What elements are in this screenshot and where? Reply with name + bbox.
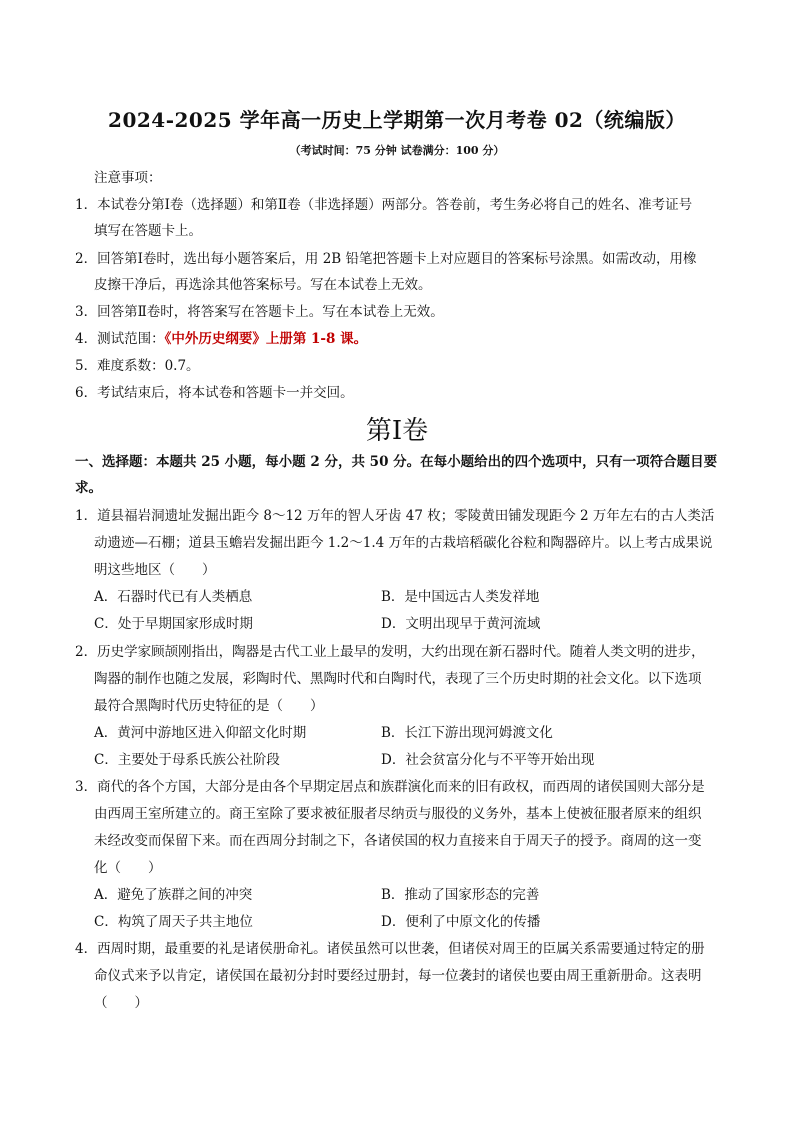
question-1-line-3: 明这些地区（ ）	[94, 562, 216, 578]
question-3-line-2: 由西周王室所建立的。商王室除了要求被征服者尽纳贡与服役的义务外，基本上使被征服者原来的组织	[94, 806, 702, 822]
question-2-option-d: D．社会贫富分化与不平等开始出现	[381, 752, 595, 768]
note-4	[75, 329, 367, 349]
question-2-option-a: A．黄河中游地区进入仰韶文化时期	[94, 725, 307, 741]
section-title: 第Ⅰ卷	[365, 416, 429, 446]
question-3-option-d: D．便利了中原文化的传播	[381, 914, 541, 930]
question-2-line-2: 陶器的制作也随之发展，彩陶时代、黑陶时代和白陶时代，表现了三个历史时期的社会文化。以下选项	[94, 671, 702, 687]
note-1-line-2: 填写在答题卡上。	[94, 223, 202, 239]
question-3-line-1: 3．商代的各个方国，大部分是由各个早期定居点和族群演化而来的旧有政权，而西周的诸侯国则大部分是	[75, 779, 705, 795]
question-3-option-c: C．构筑了周天子共主地位	[94, 914, 253, 930]
test-scope: 《中外历史纲要》上册第 1-8 课。	[164, 331, 368, 347]
question-3-option-b: B．推动了国家形态的完善	[381, 887, 540, 903]
question-1-line-1: 1．道县福岩洞遗址发掘出距今 8～12 万年的智人牙齿 47 枚；零陵黄田铺发现距今 2 万年左右的古人类活	[75, 508, 715, 524]
question-2-line-1: 2．历史学家顾颉刚指出，陶器是古代工业上最早的发明，大约出现在新石器时代。随着人类文明的进步，	[75, 644, 705, 660]
question-2-line-3: 最符合黑陶时代历史特征的是（ ）	[94, 698, 324, 714]
section-intro-line-1	[75, 452, 717, 472]
note-4-prefix: 4．测试范围：	[75, 331, 165, 347]
question-1-option-a: A．石器时代已有人类栖息	[94, 589, 253, 605]
page-title: 2024-2025 学年高一历史上学期第一次月考卷 02（统编版）	[108, 108, 686, 132]
question-4-line-1: 4．西周时期，最重要的礼是诸侯册命礼。诸侯虽然可以世袭，但诸侯对周王的臣属关系需要通过特定的册	[75, 941, 705, 957]
question-3-line-4: 化（ ）	[94, 860, 162, 876]
notes-heading: 注意事项：	[94, 170, 162, 186]
question-1-line-2: 动遗迹—石棚；道县玉蟾岩发掘出距今 1.2～1.4 万年的古栽培稻碳化谷粒和陶器碎片。以上考古成果说	[94, 535, 713, 551]
question-1-option-c: C．处于早期国家形成时期	[94, 616, 253, 632]
question-2-option-b: B．长江下游出现河姆渡文化	[381, 725, 553, 741]
question-1-option-d: D．文明出现早于黄河流域	[381, 616, 541, 632]
question-4-line-3: （ ）	[94, 995, 148, 1011]
section-intro-label: 一、选择题	[75, 454, 143, 470]
question-3-option-a: A．避免了族群之间的冲突	[94, 887, 253, 903]
note-2-line-2: 皮擦干净后，再选涂其他答案标号。写在本试卷上无效。	[94, 277, 432, 293]
note-6: 6．考试结束后，将本试卷和答题卡一并交回。	[75, 385, 354, 401]
note-3: 3．回答第Ⅱ卷时，将答案写在答题卡上。写在本试卷上无效。	[75, 304, 444, 320]
note-5: 5．难度系数：0.7。	[75, 358, 200, 374]
question-2-option-c: C．主要处于母系氏族公社阶段	[94, 752, 280, 768]
question-4-line-2: 命仪式来予以肯定，诸侯国在最初分封时要经过册封，每一位袭封的诸侯也要由周王重新册命。这表明	[94, 968, 702, 984]
note-1-line-1: 1．本试卷分第Ⅰ卷（选择题）和第Ⅱ卷（非选择题）两部分。答卷前，考生务必将自己的姓名、准考证号	[75, 197, 693, 213]
question-3-line-3: 未经改变而保留下来。而在西周分封制之下，各诸侯国的权力直接来自于周天子的授予。商周的这一变	[94, 833, 702, 849]
section-intro-line-2: 求。	[75, 480, 102, 496]
question-1-option-b: B．是中国远古人类发祥地	[381, 589, 540, 605]
note-2-line-1: 2．回答第Ⅰ卷时，选出每小题答案后，用 2B 铅笔把答题卡上对应题目的答案标号涂黑。如需改动，用橡	[75, 251, 697, 267]
section-intro-text: ：本题共 25 小题，每小题 2 分，共 50 分。在每小题给出的四个选项中，只有一项符合题目要	[142, 454, 718, 470]
exam-time-info: （考试时间：75 分钟 试卷满分：100 分）	[289, 144, 505, 157]
